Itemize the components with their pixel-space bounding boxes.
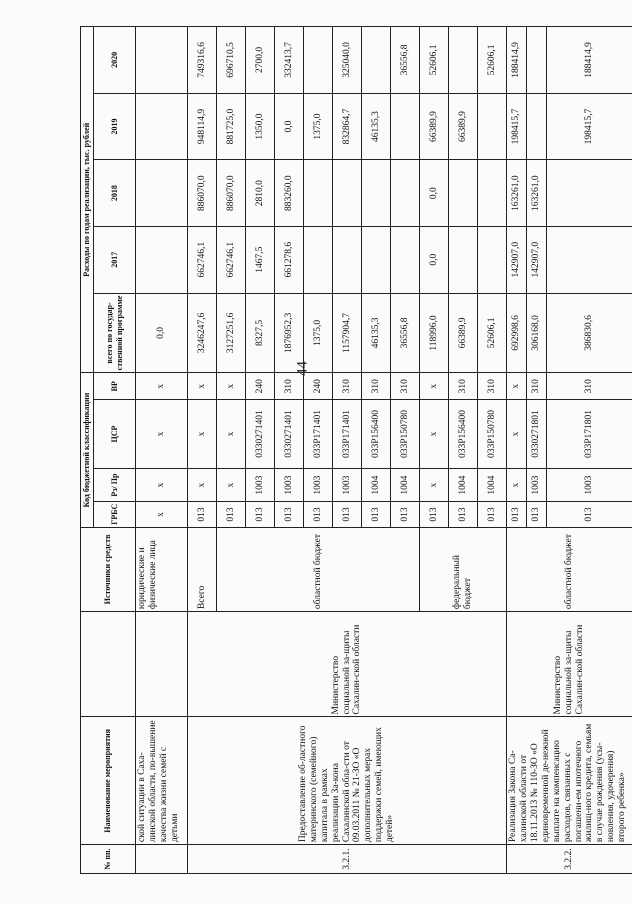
cell-no-empty xyxy=(136,845,188,874)
header-budget-code: Код бюджетной классификации xyxy=(81,373,94,527)
row-3-2-1-7-y2018 xyxy=(391,160,420,227)
row-3-2-1-0-y2020: 749316,6 xyxy=(188,27,217,94)
prev-grbs: х xyxy=(136,502,188,528)
row-number-3-2-2: 3.2.2. xyxy=(507,845,632,874)
event-name-3-2-1: Предоставление об-ластного материнского (семейного) капитала в рамках реализации За-кона Сахалинской обла-сти от 09.03.2011 № 21-ЗО «О дополнительных мерах поддержки семей, имеющих детей» xyxy=(188,717,507,845)
row-3-2-2-0-y2017: 142907,0 xyxy=(507,226,527,293)
row-3-2-2-1-y2018: 163261,0 xyxy=(527,160,547,227)
row-3-2-1-7-rzpr: 1004 xyxy=(391,468,420,501)
row-3-2-2-2-y2019: 198415,7 xyxy=(547,93,632,160)
row-3-2-1-5-y2017 xyxy=(333,226,362,293)
row-3-2-1-5-y2019: 832864,7 xyxy=(333,93,362,160)
row-3-2-1-3-csr: 0330271401 xyxy=(275,400,304,469)
row-3-2-1-3-y2017: 661278,6 xyxy=(275,226,304,293)
row-3-2-1-1-y2019: 881725,0 xyxy=(217,93,246,160)
row-3-2-2-1-y2019 xyxy=(527,93,547,160)
row-3-2-1-1-total: 3127251,6 xyxy=(217,293,246,373)
header-year-2019: 2019 xyxy=(94,93,136,160)
row-3-2-1-8-grbs: 013 xyxy=(420,502,449,528)
row-3-2-1-5-y2020: 325040,0 xyxy=(333,27,362,94)
row-3-2-1-2-y2017: 1467,5 xyxy=(246,226,275,293)
header-event-name: Наименование мероприятия xyxy=(81,717,136,845)
row-3-2-1-3-vr: 310 xyxy=(275,373,304,400)
prev-csr: х xyxy=(136,400,188,469)
row-3-2-1-2-csr: 0330271401 xyxy=(246,400,275,469)
row-3-2-1-7-csr: 033Р150780 xyxy=(391,400,420,469)
row-3-2-1-2-vr: 240 xyxy=(246,373,275,400)
row-3-2-1-7-y2019 xyxy=(391,93,420,160)
row-3-2-1-3-grbs: 013 xyxy=(275,502,304,528)
row-3-2-1-9-y2020 xyxy=(449,27,478,94)
row-3-2-1-3-total: 1876952,3 xyxy=(275,293,304,373)
row-3-2-1-3-y2020: 332413,7 xyxy=(275,27,304,94)
row-3-2-2-0-grbs: 013 xyxy=(507,502,527,528)
row-3-2-1-2-grbs: 013 xyxy=(246,502,275,528)
page-number: 44 xyxy=(294,361,311,376)
header-vr: ВР xyxy=(94,373,136,400)
row-3-2-1-0-y2017: 662746,1 xyxy=(188,226,217,293)
row-3-2-1-2-rzpr: 1003 xyxy=(246,468,275,501)
table-row xyxy=(507,27,527,874)
row-3-2-1-8-y2017: 0,0 xyxy=(420,226,449,293)
row-3-2-1-6-y2018 xyxy=(362,160,391,227)
row-3-2-1-4-y2017 xyxy=(304,226,333,293)
row-3-2-1-0-total: 3246247,6 xyxy=(188,293,217,373)
header-grbs: ГРБС xyxy=(94,502,136,528)
row-3-2-2-2-rzpr: 1003 xyxy=(547,468,632,501)
executor-3-2-2: Министерство социальной за-щиты Сахалин-ской области xyxy=(507,612,632,717)
row-3-2-1-0-y2019: 948114,9 xyxy=(188,93,217,160)
row-3-2-1-10-total: 52606,1 xyxy=(478,293,507,373)
header-year-2018: 2018 xyxy=(94,160,136,227)
row-3-2-1-1-vr: х xyxy=(217,373,246,400)
row-3-2-1-10-csr: 033Р150780 xyxy=(478,400,507,469)
header-csr: ЦСР xyxy=(94,400,136,469)
header-year-2020: 2020 xyxy=(94,27,136,94)
row-3-2-1-3-y2019: 0,0 xyxy=(275,93,304,160)
row-3-2-1-3-rzpr: 1003 xyxy=(275,468,304,501)
row-3-2-1-10-y2018 xyxy=(478,160,507,227)
row-3-2-1-4-y2019: 1375,0 xyxy=(304,93,333,160)
row-3-2-2-1-csr: 0330271801 xyxy=(527,400,547,469)
row-3-2-1-0-y2018: 886070,0 xyxy=(188,160,217,227)
row-3-2-1-8-y2020: 52606,1 xyxy=(420,27,449,94)
row-3-2-2-0-y2018: 163261,0 xyxy=(507,160,527,227)
row-3-2-1-6-csr: 033Р156400 xyxy=(362,400,391,469)
row-3-2-2-2-grbs: 013 xyxy=(547,502,632,528)
row-3-2-1-9-rzpr: 1004 xyxy=(449,468,478,501)
row-3-2-1-2-y2020: 2700,0 xyxy=(246,27,275,94)
row-3-2-1-9-vr: 310 xyxy=(449,373,478,400)
header-rzpr: Рз/ Пр xyxy=(94,468,136,501)
prev-event-name: ской ситуации в Саха-линской области, по-вышение качества жизни семей с детьми xyxy=(136,717,188,845)
row-3-2-1-5-grbs: 013 xyxy=(333,502,362,528)
row-3-2-1-5-rzpr: 1003 xyxy=(333,468,362,501)
row-3-2-1-4-y2020 xyxy=(304,27,333,94)
row-3-2-1-9-csr: 033Р156400 xyxy=(449,400,478,469)
row-3-2-1-4-y2018 xyxy=(304,160,333,227)
row-3-2-1-1-y2020: 696710,5 xyxy=(217,27,246,94)
row-3-2-2-2-csr: 033Р171801 xyxy=(547,400,632,469)
row-3-2-1-1-csr: х xyxy=(217,400,246,469)
row-3-2-2-1-y2020 xyxy=(527,27,547,94)
row-3-2-2-1-y2017: 142907,0 xyxy=(527,226,547,293)
row-3-2-1-9-grbs: 013 xyxy=(449,502,478,528)
source-regional-budget: областной бюджет xyxy=(217,527,420,611)
row-3-2-1-5-csr: 033Р171401 xyxy=(333,400,362,469)
row-3-2-2-1-grbs: 013 xyxy=(527,502,547,528)
prev-total: 0,0 xyxy=(136,293,188,373)
row-3-2-1-7-total: 36556,8 xyxy=(391,293,420,373)
header-no: № пп. xyxy=(81,845,136,874)
row-3-2-1-6-rzpr: 1004 xyxy=(362,468,391,501)
row-3-2-2-0-total: 692998,6 xyxy=(507,293,527,373)
row-3-2-2-2-y2017 xyxy=(547,226,632,293)
row-3-2-1-1-y2017: 662746,1 xyxy=(217,226,246,293)
row-3-2-1-10-vr: 310 xyxy=(478,373,507,400)
row-3-2-1-0-vr: х xyxy=(188,373,217,400)
row-3-2-1-6-y2017 xyxy=(362,226,391,293)
prev-vr: х xyxy=(136,373,188,400)
row-3-2-2-0-y2019: 198415,7 xyxy=(507,93,527,160)
row-3-2-1-4-rzpr: 1003 xyxy=(304,468,333,501)
header-year-2017: 2017 xyxy=(94,226,136,293)
source-federal-budget: федеральный бюджет xyxy=(420,527,507,611)
prev-y2019 xyxy=(136,93,188,160)
row-3-2-1-10-rzpr: 1004 xyxy=(478,468,507,501)
row-3-2-1-4-csr: 033Р171401 xyxy=(304,400,333,469)
row-3-2-2-1-vr: 310 xyxy=(527,373,547,400)
row-3-2-1-6-grbs: 013 xyxy=(362,502,391,528)
row-3-2-1-7-y2017 xyxy=(391,226,420,293)
row-3-2-1-0-rzpr: х xyxy=(188,468,217,501)
header-source: Источники средств xyxy=(81,527,136,611)
row-3-2-1-5-y2018 xyxy=(333,160,362,227)
row-3-2-1-4-total: 1375,0 xyxy=(304,293,333,373)
budget-table xyxy=(80,26,632,874)
row-3-2-2-2-total: 386830,6 xyxy=(547,293,632,373)
row-3-2-1-5-vr: 310 xyxy=(333,373,362,400)
prev-y2020 xyxy=(136,27,188,94)
row-3-2-1-6-total: 46135,3 xyxy=(362,293,391,373)
row-number-3-2-1: 3.2.1. xyxy=(188,845,507,874)
prev-source: юридические и физические лица xyxy=(136,527,188,611)
row-3-2-1-8-rzpr: х xyxy=(420,468,449,501)
row-3-2-1-8-vr: х xyxy=(420,373,449,400)
row-3-2-2-0-y2020: 188414,9 xyxy=(507,27,527,94)
row-3-2-1-9-total: 66389,9 xyxy=(449,293,478,373)
row-3-2-1-8-csr: х xyxy=(420,400,449,469)
row-3-2-1-10-y2020: 52606,1 xyxy=(478,27,507,94)
prev-executor xyxy=(136,612,188,717)
row-3-2-1-5-total: 1157904,7 xyxy=(333,293,362,373)
row-3-2-2-1-rzpr: 1003 xyxy=(527,468,547,501)
row-3-2-1-3-y2018: 883260,0 xyxy=(275,160,304,227)
row-3-2-2-2-vr: 310 xyxy=(547,373,632,400)
row-3-2-1-9-y2018 xyxy=(449,160,478,227)
row-3-2-1-9-y2019: 66389,9 xyxy=(449,93,478,160)
header-expenses: Расходы по годам реализации, тыс. рублей xyxy=(81,27,94,373)
row-3-2-1-4-vr: 240 xyxy=(304,373,333,400)
row-3-2-1-10-grbs: 013 xyxy=(478,502,507,528)
row-3-2-1-6-y2019: 46135,3 xyxy=(362,93,391,160)
row-3-2-1-6-vr: 310 xyxy=(362,373,391,400)
event-name-3-2-2: Реализация Закона Са-халинской области от 18.11.2013 № 110-ЗО «О единовременной де-нежной выплате на компенсацию расходов, связанных с погашени-ем ипотечного жилищ-ного кредита, семьям в случае рождения (усы-новления, удочерения) второго ребенка» xyxy=(507,717,632,845)
executor-3-2-1: Министерство социальной за-щиты Сахалин-ской области xyxy=(188,612,507,717)
row-3-2-1-1-y2018: 886070,0 xyxy=(217,160,246,227)
header-total: всего по государ-ственной программе xyxy=(94,293,136,373)
prev-y2018 xyxy=(136,160,188,227)
row-3-2-2-1-total: 306168,0 xyxy=(527,293,547,373)
row-3-2-1-10-y2017 xyxy=(478,226,507,293)
prev-y2017 xyxy=(136,226,188,293)
row-3-2-1-2-y2018: 2810,0 xyxy=(246,160,275,227)
row-3-2-1-6-y2020 xyxy=(362,27,391,94)
row-3-2-1-1-grbs: 013 xyxy=(217,502,246,528)
row-3-2-1-8-y2019: 66389,9 xyxy=(420,93,449,160)
row-3-2-2-0-vr: х xyxy=(507,373,527,400)
row-3-2-1-2-y2019: 1350,0 xyxy=(246,93,275,160)
row-3-2-1-10-y2019 xyxy=(478,93,507,160)
source-regional-budget-3-2-2: областной бюджет xyxy=(507,527,632,611)
row-3-2-1-7-y2020: 36556,8 xyxy=(391,27,420,94)
row-3-2-1-0-csr: х xyxy=(188,400,217,469)
row-3-2-1-9-y2017 xyxy=(449,226,478,293)
rotated-table-container xyxy=(80,26,628,874)
row-3-2-1-0-grbs: 013 xyxy=(188,502,217,528)
source-total: Всего xyxy=(188,527,217,611)
row-3-2-1-8-y2018: 0,0 xyxy=(420,160,449,227)
header-executor xyxy=(81,612,136,717)
row-3-2-1-7-vr: 310 xyxy=(391,373,420,400)
row-3-2-1-2-total: 8327,5 xyxy=(246,293,275,373)
row-3-2-2-2-y2018 xyxy=(547,160,632,227)
row-3-2-1-7-grbs: 013 xyxy=(391,502,420,528)
row-3-2-1-8-total: 118996,0 xyxy=(420,293,449,373)
prev-rzpr: х xyxy=(136,468,188,501)
table-row xyxy=(188,27,217,874)
row-3-2-2-0-csr: х xyxy=(507,400,527,469)
row-3-2-1-4-grbs: 013 xyxy=(304,502,333,528)
row-3-2-1-1-rzpr: х xyxy=(217,468,246,501)
row-3-2-2-0-rzpr: х xyxy=(507,468,527,501)
row-3-2-2-2-y2020: 188414,9 xyxy=(547,27,632,94)
